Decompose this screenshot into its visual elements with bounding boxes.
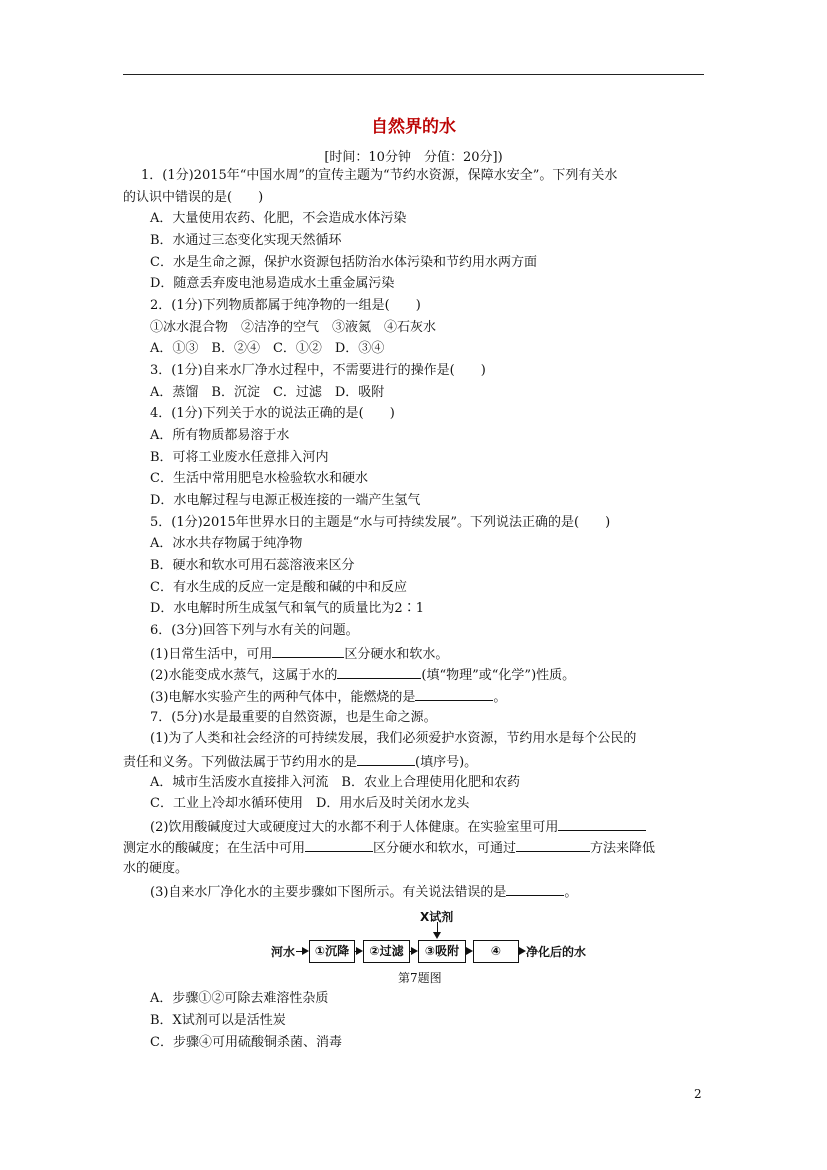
flow-arrow — [302, 947, 309, 955]
q3-options: A．蒸馏 B．沉淀 C．过滤 D．吸附 — [150, 385, 385, 400]
answer-blank — [337, 666, 421, 679]
q7-part2-text-c: 区分硬水和软水，可通过 — [373, 841, 517, 856]
q7-part3-text-end: 。 — [564, 885, 578, 900]
q7-part2 — [150, 818, 646, 836]
q7-stem: 7．(5分)水是最重要的自然资源，也是生命之源。 — [150, 710, 437, 725]
q4-stem: 4．(1分)下列关于水的说法正确的是( ) — [150, 406, 395, 421]
q6-part3-text: (3)电解水实验产生的两种气体中，能燃烧的是 — [150, 690, 416, 705]
q4-option-c: C．生活中常用肥皂水检验软水和硬水 — [150, 471, 368, 486]
q1-option-a: A．大量使用农药、化肥，不会造成水体污染 — [150, 211, 407, 226]
q1-option-c: C．水是生命之源，保护水资源包括防治水体污染和节约用水两方面 — [150, 255, 537, 270]
q3-stem: 3．(1分)自来水厂净水过程中，不需要进行的操作是( ) — [150, 363, 486, 378]
q1-stem: 1．(1分)2015年“中国水周”的宣传主题为“节约水资源，保障水安全”。下列有关水 — [141, 168, 618, 183]
q7-part2-text: (2)饮用酸碱度过大或硬度过大的水都不利于人体健康。在实验室里可用 — [150, 820, 559, 835]
q6-part3-text-end: 。 — [493, 690, 507, 705]
q6-part1-text-end: 区分硬水和软水。 — [344, 647, 449, 662]
q7-part2-end: 水的硬度。 — [123, 861, 189, 876]
answer-blank — [415, 688, 493, 701]
q2-stem: 2．(1分)下列物质都属于纯净物的一组是( ) — [150, 298, 421, 313]
q7-diagram-option-b: B．X试剂可以是活性炭 — [150, 1013, 286, 1028]
q1-option-d: D．随意丢弃废电池易造成水土重金属污染 — [150, 276, 395, 291]
q7-part3-text: (3)自来水厂净化水的主要步骤如下图所示。有关说法错误的是 — [150, 885, 507, 900]
page-title: 自然界的水 — [371, 117, 456, 137]
answer-blank — [558, 818, 646, 831]
source-label: 河水 — [271, 945, 296, 959]
q2-items: ①冰水混合物 ②洁净的空气 ③液氮 ④石灰水 — [150, 320, 437, 335]
q7-diagram-option-c: C．步骤④可用硫酸铜杀菌、消毒 — [150, 1035, 342, 1050]
q4-option-a: A．所有物质都易溶于水 — [150, 428, 290, 443]
flow-arrow — [466, 947, 473, 955]
page-number: 2 — [694, 1087, 702, 1101]
time-score-info: [时间：10分钟 分值：20分]) — [324, 150, 503, 165]
q7-part2-text-b: 测定水的酸碱度；在生活中可用 — [123, 841, 306, 856]
flow-arrow — [519, 947, 526, 955]
q6-stem: 6．(3分)回答下列与水有关的问题。 — [150, 623, 359, 638]
q6-part2-text: (2)水能变成水蒸气，这属于水的 — [150, 668, 338, 683]
q7-part1-text: 责任和义务。下列做法属于节约用水的是 — [123, 755, 358, 770]
answer-blank — [506, 883, 564, 896]
q1-option-b: B．水通过三态变化实现天然循环 — [150, 233, 342, 248]
q5-option-d: D．水电解时所生成氢气和氧气的质量比为2∶1 — [150, 601, 424, 616]
q7-diagram-option-a: A．步骤①②可除去难溶性杂质 — [150, 991, 329, 1006]
q7-part1-text-end: (填序号)。 — [415, 755, 478, 770]
flow-arrow — [411, 947, 418, 955]
q6-part1 — [150, 645, 448, 663]
q6-part1-text: (1)日常生活中，可用 — [150, 647, 273, 662]
answer-blank — [272, 645, 344, 658]
q5-option-b: B．硬水和软水可用石蕊溶液来区分 — [150, 558, 355, 573]
header-rule — [123, 74, 704, 75]
product-label: 净化后的水 — [526, 945, 587, 959]
flow-arrow — [356, 947, 363, 955]
answer-blank — [357, 753, 415, 766]
q6-part2-text-end: (填“物理”或“化学”)性质。 — [421, 668, 576, 683]
answer-blank — [305, 839, 373, 852]
step-3-box: ③吸附 — [418, 940, 466, 963]
q7-options-cd: C．工业上冷却水循环使用 D．用水后及时关闭水龙头 — [150, 796, 470, 811]
q5-stem: 5．(1分)2015年世界水日的主题是“水与可持续发展”。下列说法正确的是( ) — [150, 515, 611, 530]
step-2-box: ②过滤 — [363, 940, 410, 963]
q4-option-d: D．水电解过程与电源正极连接的一端产生氢气 — [150, 493, 421, 508]
step-1-box: ①沉降 — [309, 940, 355, 963]
figure-caption: 第7题图 — [398, 971, 442, 985]
q6-part2 — [150, 666, 575, 684]
answer-blank — [516, 839, 590, 852]
q5-option-c: C．有水生成的反应一定是酸和碱的中和反应 — [150, 580, 407, 595]
q7-part2-text-d: 方法来降低 — [590, 841, 656, 856]
q7-part3 — [150, 883, 577, 901]
reagent-label: X试剂 — [420, 910, 454, 924]
q6-part3 — [150, 688, 506, 706]
reagent-arrow-head — [433, 932, 441, 939]
q5-option-a: A．冰水共存物属于纯净物 — [150, 536, 303, 551]
q7-part1-cont — [123, 753, 477, 771]
q7-part2-cont — [123, 839, 655, 857]
q4-option-b: B．可将工业废水任意排入河内 — [150, 450, 329, 465]
q7-options-ab: A．城市生活废水直接排入河流 B．农业上合理使用化肥和农药 — [150, 775, 520, 790]
q2-options: A．①③ B．②④ C．①② D．③④ — [150, 341, 385, 356]
q1-stem-cont: 的认识中错误的是( ) — [123, 190, 264, 205]
step-4-box: ④ — [473, 940, 519, 963]
q7-part1: (1)为了人类和社会经济的可持续发展，我们必须爱护水资源，节约用水是每个公民的 — [150, 731, 637, 746]
